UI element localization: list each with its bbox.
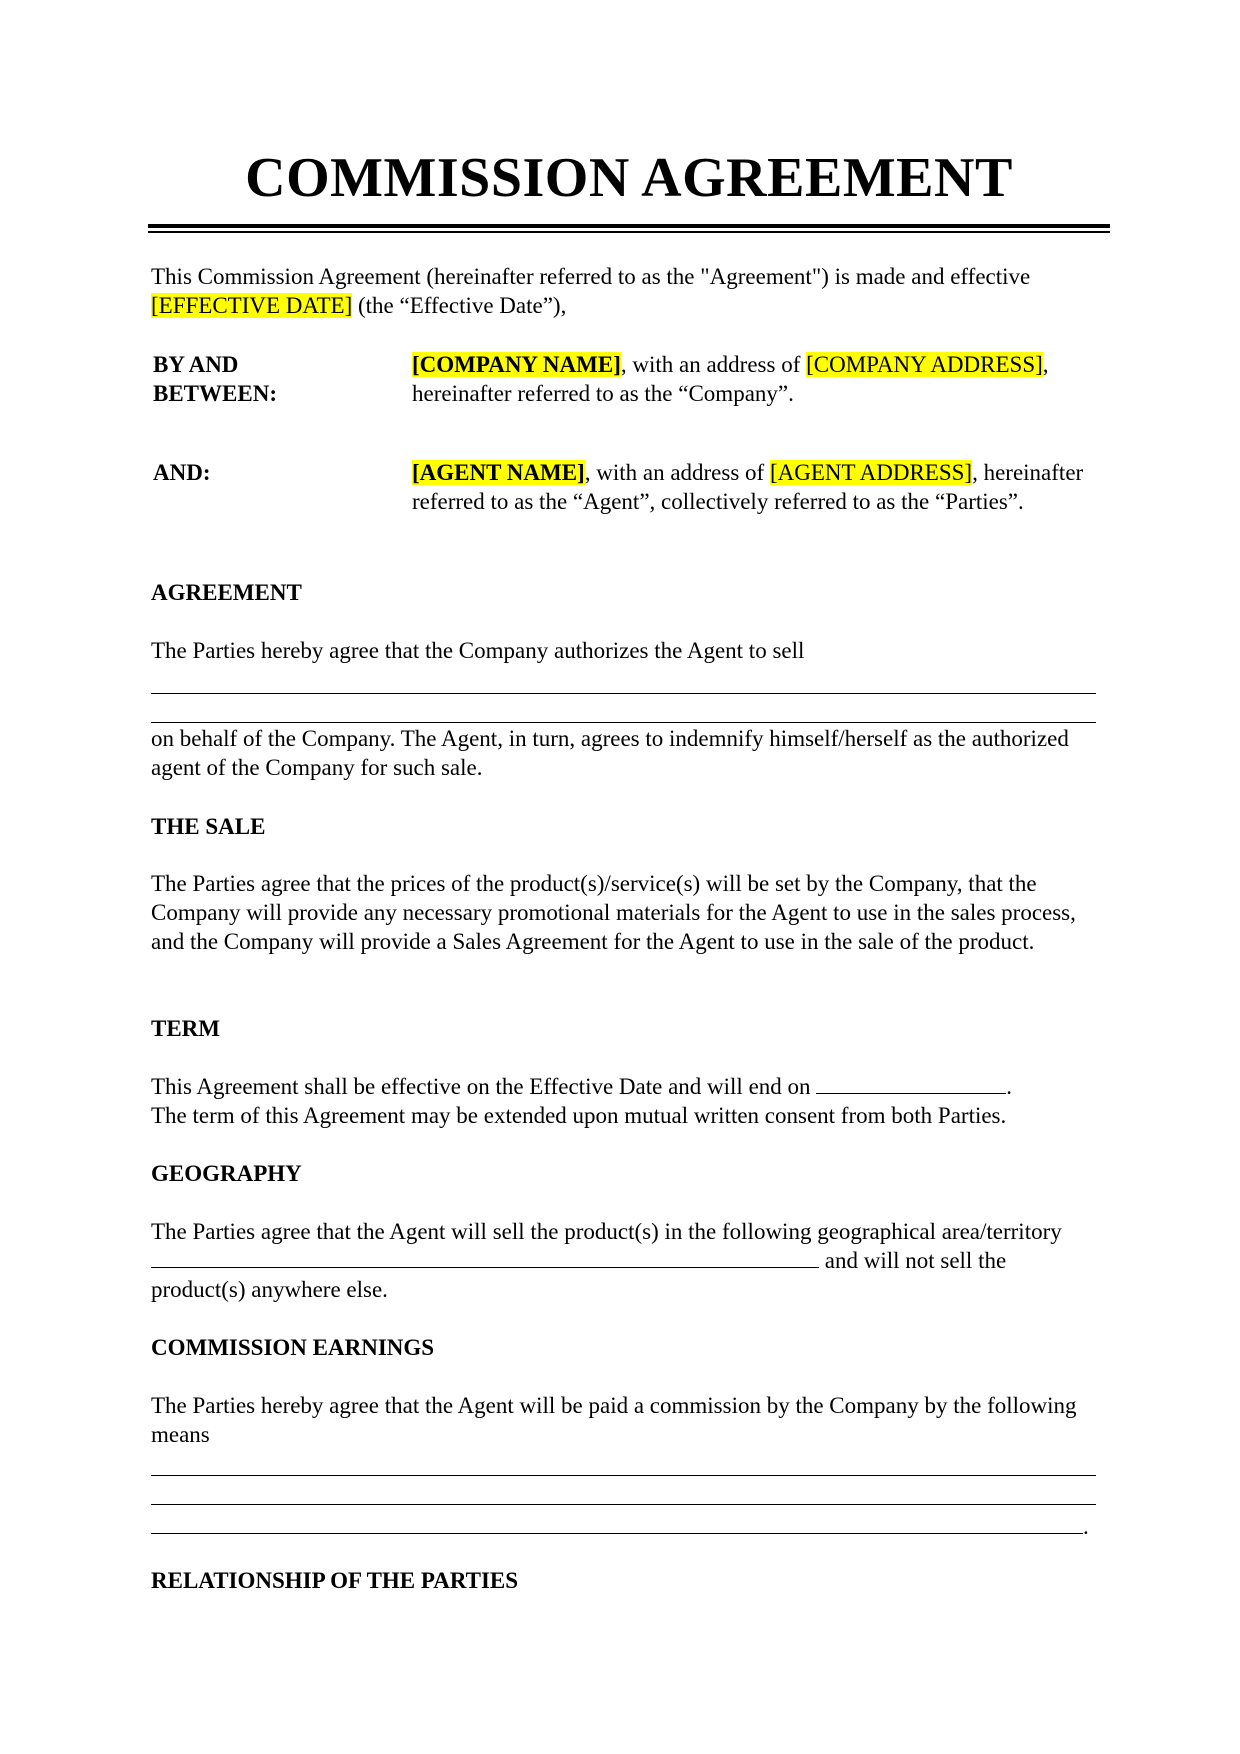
intro-paragraph	[151, 262, 1096, 320]
agreement-blank-line-1	[151, 693, 1096, 694]
commission-blank-line-2	[151, 1504, 1096, 1505]
agreement-text-2: on behalf of the Company. The Agent, in turn, agrees to indemnify himself/herself as the authorized agent of the Company for such sale.	[151, 726, 1069, 780]
sale-text: The Parties agree that the prices of the product(s)/service(s) will be set by the Company, that the Company will provide any necessary promotional materials for the Agent to use in the sales process, and the Company will provide a Sales Agreement for the Agent to use in the sale of the product.	[151, 871, 1076, 954]
sale-heading: THE SALE	[151, 814, 266, 839]
agreement-heading: AGREEMENT	[151, 580, 302, 605]
company-mid-text: , with an address of	[620, 352, 807, 377]
company-name-placeholder: [COMPANY NAME]	[412, 352, 621, 377]
document-title: COMMISSION AGREEMENT	[245, 147, 1013, 209]
commission-blank-line-3	[151, 1533, 1083, 1534]
agreement-text-1: The Parties hereby agree that the Company authorizes the Agent to sell	[151, 638, 805, 663]
commission-end-period: .	[1083, 1514, 1089, 1539]
agreement-blank-line-2	[151, 722, 1096, 723]
effective-date-placeholder: [EFFECTIVE DATE]	[151, 293, 353, 318]
commission-heading: COMMISSION EARNINGS	[151, 1335, 435, 1360]
term-heading: TERM	[151, 1016, 220, 1041]
geo-text-1: The Parties agree that the Agent will sell the product(s) in the following geographical area/territory	[151, 1219, 1062, 1244]
company-end-text: , hereinafter referred to as the “Company”.	[412, 352, 1049, 406]
title-rule-thick	[148, 224, 1110, 228]
geography-heading: GEOGRAPHY	[151, 1161, 302, 1186]
intro-text-2: (the “Effective Date”),	[352, 293, 567, 318]
agent-party-text	[412, 458, 1102, 516]
party-label-and: AND:	[153, 460, 211, 485]
commission-text: The Parties hereby agree that the Agent will be paid a commission by the Company by the following means	[151, 1393, 1077, 1447]
geo-text-2: and will not sell the product(s) anywhere else.	[151, 1248, 1007, 1302]
term-text-1: This Agreement shall be effective on the Effective Date and will end on	[151, 1074, 817, 1099]
title-rule-thin	[148, 231, 1110, 233]
geo-territory-blank	[151, 1249, 819, 1268]
label-by-and: BY AND	[153, 352, 239, 377]
intro-text-1: This Commission Agreement (hereinafter referred to as the "Agreement") is made and effective	[151, 264, 1031, 289]
agent-name-placeholder: [AGENT NAME]	[412, 460, 585, 485]
party-label-between	[153, 350, 383, 408]
commission-blank-line-1	[151, 1475, 1096, 1476]
agent-mid-text: , with an address of	[584, 460, 770, 485]
company-address-placeholder: [COMPANY ADDRESS]	[806, 352, 1043, 377]
agent-address-placeholder: [AGENT ADDRESS]	[769, 460, 973, 485]
term-text-3: The term of this Agreement may be extended upon mutual written consent from both Parties.	[151, 1103, 1007, 1128]
term-paragraph	[151, 1072, 1096, 1130]
agent-end-text: , hereinafter referred to as the “Agent”, collectively referred to as the “Parties”.	[412, 460, 1084, 514]
relationship-heading: RELATIONSHIP OF THE PARTIES	[151, 1568, 519, 1593]
term-text-2: .	[1006, 1074, 1013, 1099]
term-end-date-blank	[816, 1075, 1006, 1094]
label-between: BETWEEN:	[153, 381, 277, 406]
company-party-text	[412, 350, 1102, 408]
geography-paragraph	[151, 1217, 1096, 1304]
